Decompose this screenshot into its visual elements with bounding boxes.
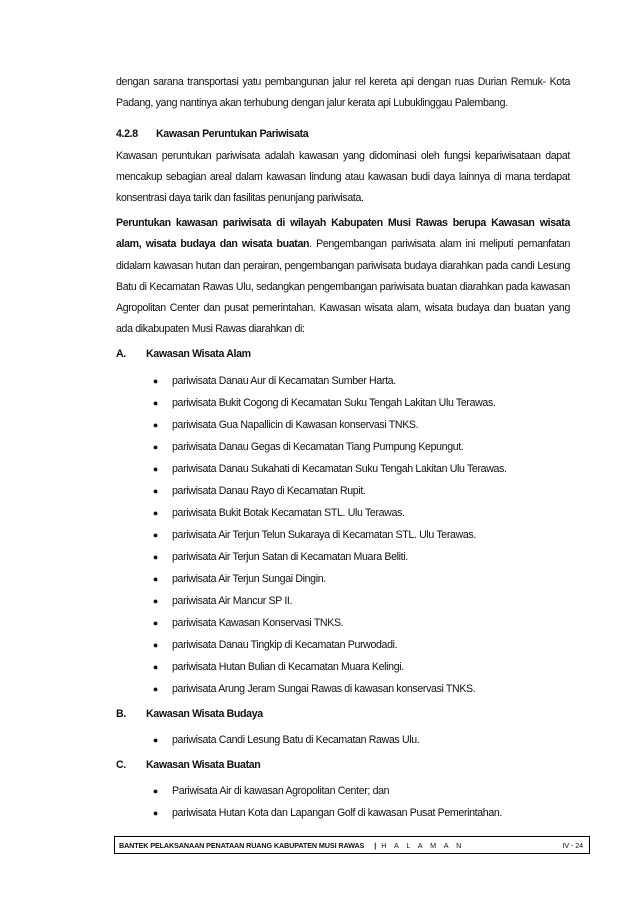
- category-title: Kawasan Wisata Budaya: [146, 707, 263, 720]
- bullet-icon: ●: [152, 441, 158, 452]
- list-item: [116, 458, 570, 480]
- list-item: [116, 780, 570, 802]
- list-item-text: pariwisata Bukit Botak Kecamatan STL. Ulu Terawas.: [172, 506, 405, 519]
- category-b-list: [116, 729, 570, 751]
- lead-rest-text: . Pengembangan pariwisata alam ini meliputi pemanfatan didalam kawasan hutan dan perairan, pengembangan pariwisata budaya diarahkan pada candi Lesung Batu di Kecamatan Rawas Ulu, sedangkan pengembangan pariwisata buatan diarahkan pada kawasan Agropolitan Center dan pusat pemerintahan. Kawasan wisata alam, wisata budaya dan buatan yang ada dikabupaten Musi Rawas diarahkan di:: [116, 238, 570, 336]
- list-item-text: pariwisata Danau Rayo di Kecamatan Rupit.: [172, 484, 366, 497]
- list-item: [116, 370, 570, 392]
- footer-separator: |: [374, 840, 377, 850]
- page-number: IV - 24: [562, 840, 583, 850]
- list-item-text: pariwisata Hutan Kota dan Lapangan Golf di kawasan Pusat Pemerintahan.: [172, 807, 503, 820]
- lead-paragraph: [116, 213, 570, 340]
- list-item: [116, 678, 570, 700]
- bullet-icon: ●: [152, 463, 158, 474]
- page-footer: [114, 836, 590, 854]
- list-item-text: pariwisata Air Terjun Sungai Dingin.: [172, 572, 326, 585]
- category-letter: B.: [116, 707, 126, 720]
- category-letter: A.: [116, 348, 126, 361]
- list-item: [116, 590, 570, 612]
- bullet-icon: ●: [152, 734, 158, 745]
- list-item: [116, 480, 570, 502]
- bullet-icon: ●: [152, 573, 158, 584]
- list-item-text: pariwisata Gua Napallicin di Kawasan konservasi TNKS.: [172, 418, 419, 431]
- list-item: [116, 502, 570, 524]
- list-item-text: pariwisata Danau Sukahati di Kecamatan Suku Tengah Lakitan Ulu Terawas.: [172, 462, 507, 475]
- list-item-text: pariwisata Danau Aur di Kecamatan Sumber Harta.: [172, 374, 396, 387]
- footer-halaman: [374, 841, 464, 850]
- category-heading: [116, 704, 570, 725]
- footer-title: BANTEK PELAKSANAAN PENATAAN RUANG KABUPATEN MUSI RAWAS: [119, 840, 365, 850]
- list-item-text: pariwisata Hutan Bulian di Kecamatan Muara Kelingi.: [172, 660, 404, 673]
- bullet-icon: ●: [152, 786, 158, 797]
- list-item: [116, 729, 570, 751]
- list-item: [116, 524, 570, 546]
- category-heading: [116, 344, 570, 365]
- list-item-text: pariwisata Air Terjun Telun Sukaraya di Kecamatan STL. Ulu Terawas.: [172, 528, 476, 541]
- list-item: [116, 612, 570, 634]
- category-c-list: [116, 780, 570, 824]
- category-title: Kawasan Wisata Buatan: [146, 758, 261, 771]
- intro-line-1: dengan sarana transportasi yatu pembangunan jalur rel kereta api dengan ruas Durian Remuk- Kota: [116, 76, 570, 88]
- list-item-text: pariwisata Candi Lesung Batu di Kecamatan Rawas Ulu.: [172, 733, 420, 746]
- category-b: [116, 704, 570, 751]
- intro-line-2: Padang, yang nantinya akan terhubung dengan jalur kerata api Lubuklinggau Palembang.: [116, 97, 508, 110]
- list-item: [116, 568, 570, 590]
- bullet-icon: ●: [152, 808, 158, 819]
- list-item-text: pariwisata Kawasan Konservasi TNKS.: [172, 616, 344, 629]
- list-item: [116, 546, 570, 568]
- section-title: Kawasan Peruntukan Pariwisata: [156, 128, 309, 141]
- intro-paragraph: [116, 72, 570, 114]
- definition-paragraph: Kawasan peruntukan pariwisata adalah kawasan yang didominasi oleh fungsi kepariwisataan dapat mencakup sebagian areal dalam kawasan lindung atau kawasan budi daya lainnya di mana terdapat konsentrasi daya tarik dan fasilitas penunjang pariwisata.: [116, 149, 570, 205]
- list-item: [116, 802, 570, 824]
- section-number: 4.2.8: [116, 128, 138, 141]
- bullet-icon: ●: [152, 419, 158, 430]
- list-item-text: pariwisata Danau Tingkip di Kecamatan Purwodadi.: [172, 638, 398, 651]
- category-heading: [116, 755, 570, 776]
- list-item: [116, 436, 570, 458]
- list-item: [116, 634, 570, 656]
- bullet-icon: ●: [152, 595, 158, 606]
- spacer: [116, 114, 570, 124]
- bullet-icon: ●: [152, 397, 158, 408]
- document-body: [116, 72, 570, 824]
- list-item-text: pariwisata Danau Gegas di Kecamatan Tiang Pumpung Kepungut.: [172, 440, 464, 453]
- bullet-icon: ●: [152, 617, 158, 628]
- category-a: [116, 344, 570, 699]
- list-item: [116, 392, 570, 414]
- lead-bold-text: Peruntukan kawasan pariwisata di wilayah Kabupaten Musi Rawas berupa Kawasan wisata alam, wisata budaya dan wisata buatan: [116, 217, 570, 251]
- bullet-icon: ●: [152, 551, 158, 562]
- list-item: [116, 414, 570, 436]
- list-item-text: pariwisata Bukit Cogong di Kecamatan Suku Tengah Lakitan Ulu Terawas.: [172, 396, 496, 409]
- bullet-icon: ●: [152, 529, 158, 540]
- bullet-icon: ●: [152, 661, 158, 672]
- category-c: [116, 755, 570, 824]
- list-item-text: pariwisata Arung Jeram Sungai Rawas di kawasan konservasi TNKS.: [172, 682, 476, 695]
- list-item-text: pariwisata Air Terjun Satan di Kecamatan Muara Beliti.: [172, 550, 408, 563]
- list-item-text: pariwisata Air Mancur SP II.: [172, 594, 293, 607]
- list-item-text: Pariwisata Air di kawasan Agropolitan Center; dan: [172, 785, 390, 798]
- section-heading: [116, 124, 570, 145]
- category-title: Kawasan Wisata Alam: [146, 348, 251, 361]
- list-item: [116, 656, 570, 678]
- category-letter: C.: [116, 758, 126, 771]
- bullet-icon: ●: [152, 375, 158, 386]
- category-a-list: [116, 370, 570, 700]
- bullet-icon: ●: [152, 639, 158, 650]
- bullet-icon: ●: [152, 683, 158, 694]
- bullet-icon: ●: [152, 507, 158, 518]
- bullet-icon: ●: [152, 485, 158, 496]
- footer-halaman-label: H A L A M A N: [381, 840, 465, 850]
